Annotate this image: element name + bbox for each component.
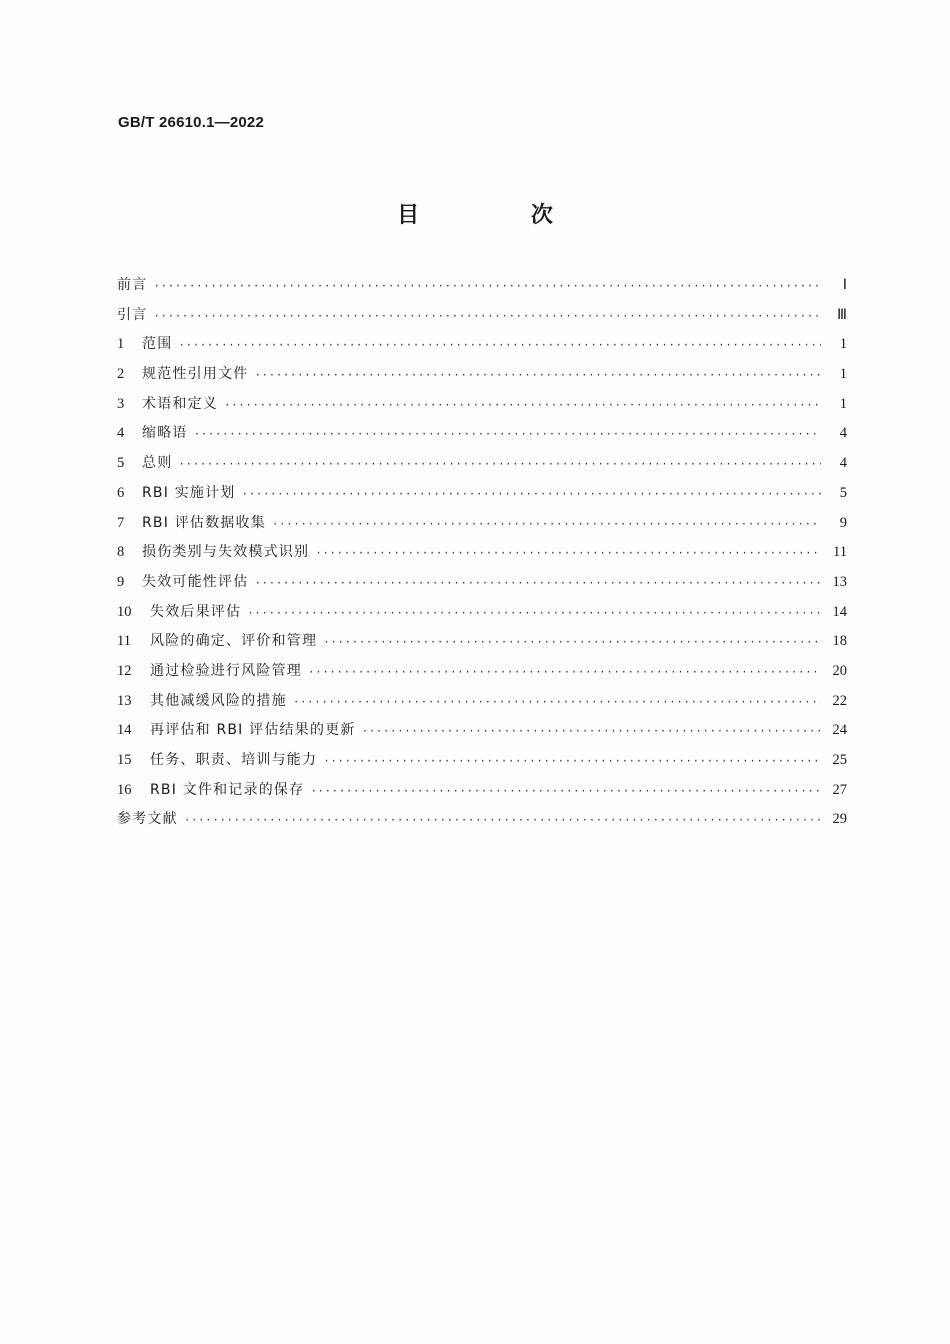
toc-entry-page: 1 [839, 366, 847, 383]
toc-entry-label: 参考文献 [117, 811, 178, 828]
toc-entry-number: 16 [117, 781, 132, 798]
toc-entry-page: 14 [832, 603, 847, 620]
toc-entry-8[interactable] [117, 541, 847, 571]
toc-entry-12[interactable] [117, 660, 847, 690]
dot-leader [242, 489, 821, 501]
toc-entry-label: 任务、职责、培训与能力 [150, 752, 318, 768]
toc-entry-page: 27 [832, 781, 847, 798]
toc-entry-number: 9 [117, 573, 125, 590]
toc-entry-label: 通过检验进行风险管理 [150, 662, 302, 679]
toc-entry-4[interactable] [117, 422, 847, 452]
toc-entry-label: 失效后果评估 [150, 603, 242, 620]
toc-entry-7[interactable] [117, 512, 847, 542]
toc-entry-page: Ⅰ [842, 277, 847, 293]
toc-entry-3[interactable] [117, 393, 847, 423]
toc-entry-number: 6 [117, 484, 125, 501]
dot-leader [247, 608, 821, 620]
dot-leader [323, 756, 821, 768]
toc-entry-label: 术语和定义 [142, 395, 218, 412]
toc-entry-number: 4 [117, 425, 125, 442]
dot-leader [178, 459, 821, 471]
toc-entry-bibliography[interactable] [117, 808, 847, 838]
toc-entry-number: 7 [117, 514, 125, 531]
toc-entry-label: RBI 文件和记录的保存 [150, 781, 305, 798]
toc-entry-page: 13 [832, 573, 847, 590]
toc-entry-label: 损伤类别与失效模式识别 [142, 544, 310, 561]
toc-entry-number: 10 [117, 603, 132, 620]
toc-entry-page: 4 [839, 455, 847, 472]
dot-leader [153, 311, 821, 323]
toc-entry-number: 1 [117, 336, 125, 353]
toc-entry-number: 3 [117, 395, 125, 412]
toc-entry-page: Ⅲ [837, 306, 847, 323]
toc-entry-page: 1 [839, 336, 847, 353]
dot-leader [178, 340, 821, 352]
toc-entry-14[interactable] [117, 719, 847, 749]
toc-entry-page: 4 [839, 425, 847, 442]
toc-entry-foreword[interactable] [117, 274, 847, 304]
toc-entry-label: 引言 [117, 306, 148, 323]
standard-code: GB/T 26610.1—2022 [118, 114, 264, 131]
toc-entry-label: RBI 实施计划 [142, 484, 236, 501]
dot-leader [310, 786, 821, 798]
toc-entry-number: 12 [117, 662, 132, 679]
toc-entry-number: 5 [117, 455, 125, 472]
toc-entry-number: 2 [117, 366, 125, 383]
toc-entry-page: 9 [839, 514, 847, 531]
toc-entry-page: 24 [832, 722, 847, 739]
toc-entry-label: 前言 [117, 277, 148, 293]
dot-leader [254, 578, 821, 590]
toc-entry-number: 8 [117, 544, 125, 561]
dot-leader [272, 519, 821, 531]
toc-entry-page: 11 [833, 544, 847, 561]
toc-entry-13[interactable] [117, 690, 847, 720]
dot-leader [153, 281, 821, 293]
toc-entry-label: 总则 [142, 455, 173, 472]
toc-entry-number: 14 [117, 722, 132, 739]
dot-leader [194, 429, 821, 441]
toc-entry-label: 规范性引用文件 [142, 366, 249, 383]
toc-entry-number: 11 [117, 633, 131, 650]
toc-entry-15[interactable] [117, 749, 847, 779]
toc-entry-9[interactable] [117, 571, 847, 601]
page-title: 目 次 [397, 203, 605, 228]
toc-entry-5[interactable] [117, 452, 847, 482]
table-of-contents [117, 274, 847, 838]
toc-entry-label: 风险的确定、评价和管理 [150, 633, 318, 650]
toc-entry-11[interactable] [117, 630, 847, 660]
toc-entry-page: 18 [832, 633, 847, 650]
toc-entry-page: 25 [832, 752, 847, 768]
toc-entry-page: 22 [832, 692, 847, 709]
toc-entry-16[interactable] [117, 779, 847, 809]
dot-leader [308, 667, 821, 679]
toc-entry-label: 失效可能性评估 [142, 573, 249, 590]
toc-entry-page: 1 [839, 395, 847, 412]
toc-entry-label: 缩略语 [142, 425, 188, 442]
toc-entry-1[interactable] [117, 333, 847, 363]
toc-entry-number: 13 [117, 692, 132, 709]
toc-entry-2[interactable] [117, 363, 847, 393]
toc-entry-label: RBI 评估数据收集 [142, 514, 266, 531]
toc-entry-introduction[interactable] [117, 304, 847, 334]
toc-entry-label: 范围 [142, 336, 173, 353]
toc-entry-number: 15 [117, 752, 132, 768]
dot-leader [224, 400, 821, 412]
toc-entry-10[interactable] [117, 601, 847, 631]
dot-leader [315, 548, 821, 560]
toc-entry-page: 20 [832, 662, 847, 679]
dot-leader [362, 726, 821, 738]
toc-entry-label: 再评估和 RBI 评估结果的更新 [150, 722, 356, 739]
toc-entry-page: 29 [832, 811, 847, 828]
toc-entry-page: 5 [839, 484, 847, 501]
dot-leader [254, 370, 821, 382]
dot-leader [323, 637, 821, 649]
dot-leader [184, 815, 821, 827]
dot-leader [293, 697, 821, 709]
toc-entry-label: 其他减缓风险的措施 [150, 692, 287, 709]
toc-entry-6[interactable] [117, 482, 847, 512]
